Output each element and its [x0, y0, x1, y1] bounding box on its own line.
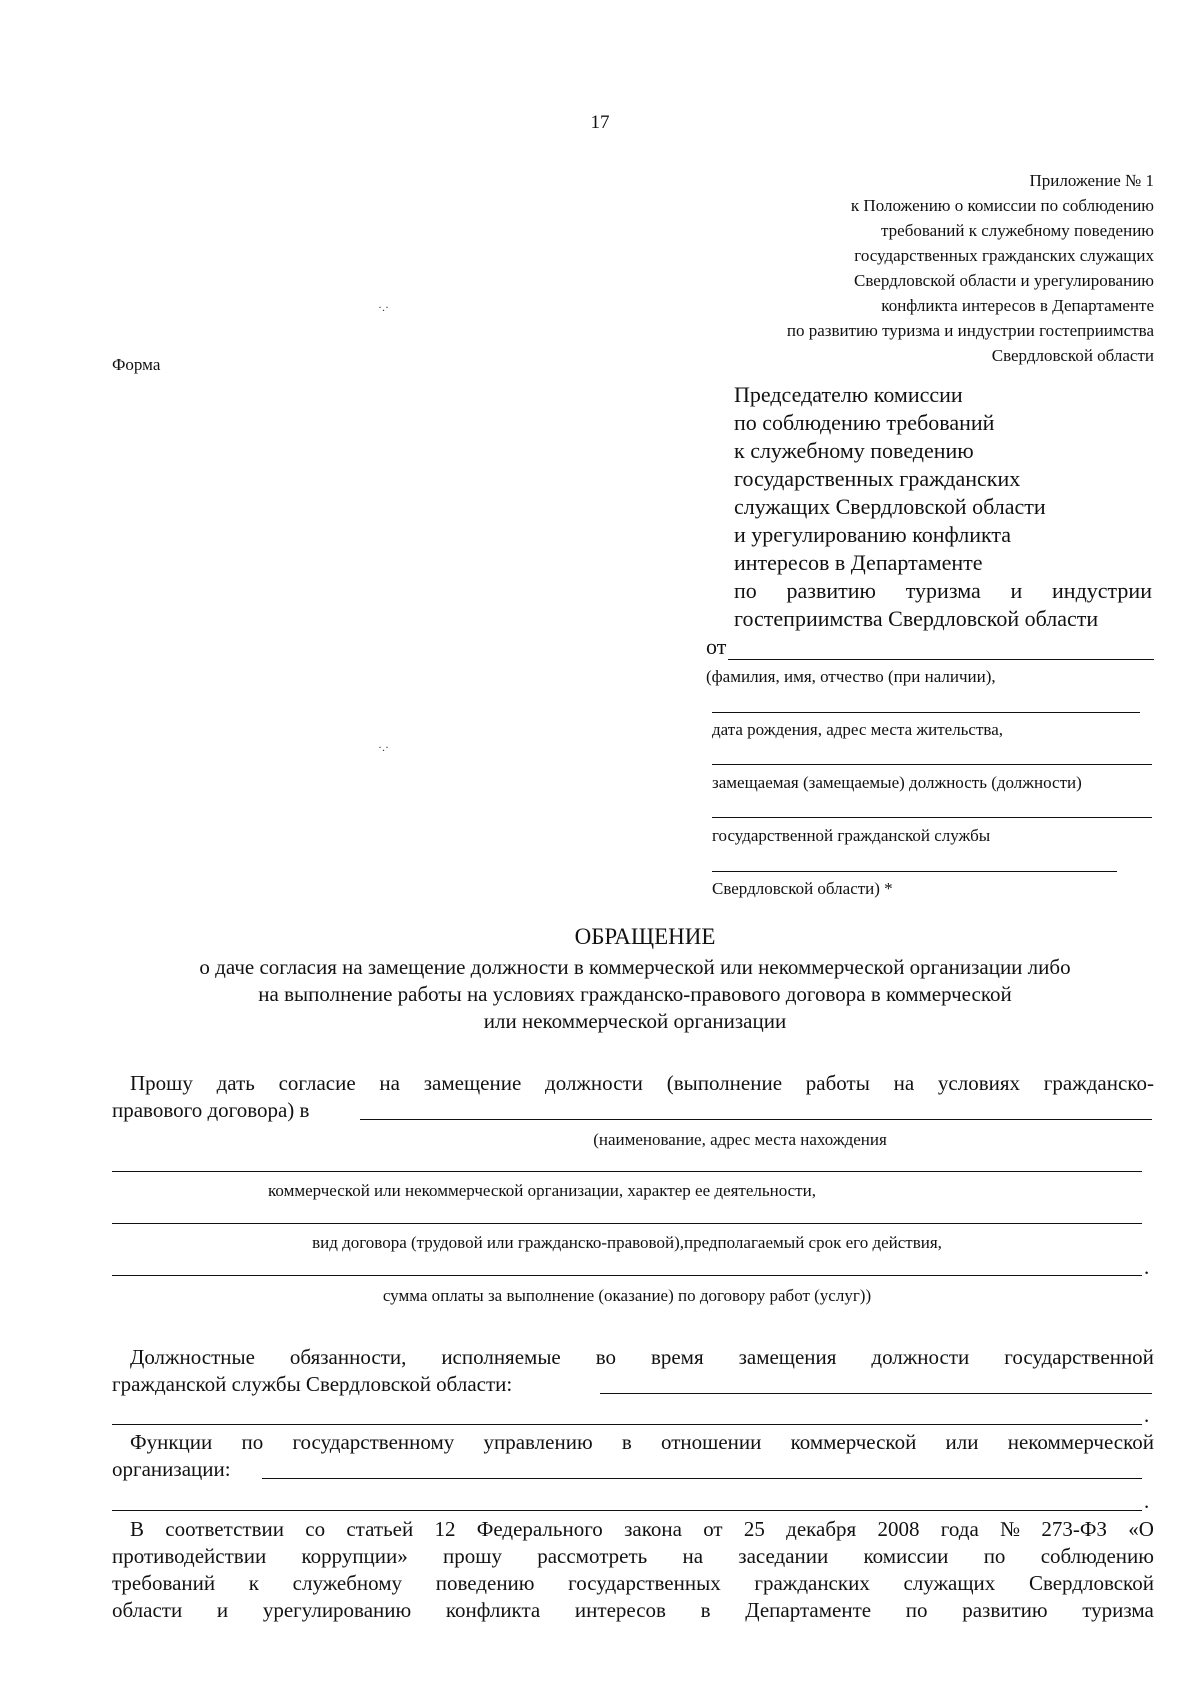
word: Функции — [130, 1430, 213, 1454]
word: туризма — [905, 578, 981, 603]
word: поведению — [435, 1571, 535, 1595]
line-end-dot: . — [1144, 1489, 1150, 1513]
word: на — [379, 1071, 400, 1095]
word: Прошу — [130, 1071, 193, 1095]
document-subtitle — [120, 954, 1150, 1035]
word: коррупции» — [301, 1544, 408, 1568]
word: 25 — [743, 1517, 765, 1541]
word: области — [112, 1598, 183, 1622]
duties-line-2: гражданской службы Свердловской области: — [112, 1372, 513, 1396]
subtitle-line: о даче согласия на замещение должности в коммерческой или некоммерческой организации либо — [199, 955, 1071, 979]
appendix-line: по развитию туризма и индустрии гостеприимства — [786, 321, 1154, 340]
form-label: Форма — [112, 355, 161, 374]
word: Свердловской — [1028, 1571, 1154, 1595]
word: согласие — [278, 1071, 356, 1095]
organization-type-field[interactable] — [112, 1171, 1142, 1172]
word: по — [241, 1430, 264, 1454]
line-end-dot: . — [1144, 1403, 1150, 1427]
word: рассмотреть — [537, 1544, 648, 1568]
word: в — [700, 1598, 711, 1622]
appendix-line: конфликта интересов в Департаменте — [881, 296, 1154, 315]
field-caption: сумма оплаты за выполнение (оказание) по договору работ (услуг)) — [382, 1286, 872, 1305]
word: комиссии — [863, 1544, 949, 1568]
sender-region-field[interactable] — [712, 871, 1117, 872]
word: должности — [545, 1071, 643, 1095]
word: по — [983, 1544, 1006, 1568]
duties-field-continued[interactable] — [112, 1424, 1142, 1425]
final-paragraph-line — [112, 1570, 1154, 1597]
word: № — [1000, 1517, 1021, 1541]
word: Департаменте — [745, 1598, 872, 1622]
sender-hint: замещаемая (замещаемые) должность (должности) — [712, 773, 1082, 792]
word: со — [305, 1517, 326, 1541]
sender-hint: (фамилия, имя, отчество (при наличии), — [706, 667, 996, 686]
appendix-line: Приложение № 1 — [1029, 171, 1154, 190]
word: 273-ФЗ — [1041, 1517, 1107, 1541]
word: во — [595, 1345, 616, 1369]
word: гражданско- — [1043, 1071, 1154, 1095]
word: замещение — [423, 1071, 522, 1095]
addressee-line: по соблюдению требований — [734, 410, 995, 435]
duties-line-1 — [130, 1344, 1154, 1371]
sender-hint: государственной гражданской службы — [712, 826, 991, 845]
word: урегулированию — [262, 1598, 412, 1622]
word: на — [893, 1071, 915, 1095]
scan-speck: ·.· — [378, 740, 389, 754]
word: противодействии — [112, 1544, 267, 1568]
word: и — [216, 1598, 229, 1622]
word: туризма — [1082, 1598, 1154, 1622]
subtitle-line: на выполнение работы на условиях гражданско-правового договора в коммерческой — [258, 982, 1012, 1006]
appendix-line: Свердловской области и урегулированию — [854, 271, 1154, 290]
request-line-2: правового договора) в — [112, 1098, 310, 1122]
functions-field[interactable] — [262, 1478, 1142, 1479]
word: государственному — [292, 1430, 455, 1454]
word: служебному — [292, 1571, 403, 1595]
word: государственных — [568, 1571, 721, 1595]
functions-field-continued[interactable] — [112, 1510, 1142, 1511]
word: Должностные — [130, 1345, 255, 1369]
addressee-line: гостеприимства Свердловской области — [734, 606, 1099, 631]
addressee-block — [734, 381, 1154, 633]
addressee-justified-line — [734, 577, 1152, 605]
word: исполняемые — [441, 1345, 561, 1369]
word: должности — [871, 1345, 970, 1369]
word: соответствии — [165, 1517, 284, 1541]
word: в — [621, 1430, 632, 1454]
sender-hint: Свердловской области) * — [712, 879, 893, 898]
word: «О — [1128, 1517, 1154, 1541]
word: 12 — [434, 1517, 456, 1541]
sender-service-field[interactable] — [712, 817, 1152, 818]
word: статьей — [346, 1517, 414, 1541]
addressee-line: интересов в Департаменте — [734, 550, 983, 575]
from-label: от — [706, 634, 727, 659]
word: дать — [216, 1071, 255, 1095]
word: по — [734, 578, 757, 603]
word: соблюдению — [1040, 1544, 1154, 1568]
word: (выполнение — [666, 1071, 783, 1095]
addressee-line: к служебному поведению — [734, 438, 974, 463]
field-caption: (наименование, адрес места нахождения — [593, 1130, 887, 1149]
word: интересов — [574, 1598, 666, 1622]
addressee-line: государственных гражданских — [734, 466, 1021, 491]
line-end-dot: . — [1144, 1255, 1150, 1279]
word: от — [703, 1517, 723, 1541]
subtitle-line: или некоммерческой организации — [483, 1009, 787, 1033]
field-caption: вид договора (трудовой или гражданско-правовой),предполагаемый срок его действия, — [312, 1233, 942, 1252]
appendix-line: к Положению о комиссии по соблюдению — [850, 196, 1154, 215]
appendix-header — [594, 168, 1154, 368]
word: года — [940, 1517, 979, 1541]
word: служащих — [903, 1571, 996, 1595]
appendix-line: Свердловской области — [991, 346, 1154, 365]
word: 2008 — [877, 1517, 920, 1541]
word: замещения — [738, 1345, 837, 1369]
word: по — [905, 1598, 928, 1622]
page-number: 17 — [590, 112, 610, 133]
sender-position-field[interactable] — [712, 764, 1152, 765]
word: прошу — [443, 1544, 502, 1568]
word: В — [130, 1517, 145, 1541]
addressee-line: служащих Свердловской области — [734, 494, 1046, 519]
functions-line-1 — [130, 1429, 1154, 1456]
word: Федерального — [476, 1517, 603, 1541]
word: и — [1010, 578, 1023, 603]
final-paragraph-line — [112, 1543, 1154, 1570]
request-line-1 — [130, 1070, 1154, 1097]
field-caption: коммерческой или некоммерческой организации, характер ее деятельности, — [268, 1181, 816, 1200]
word: конфликта — [445, 1598, 541, 1622]
duties-field[interactable] — [600, 1393, 1152, 1394]
word: развитию — [786, 578, 876, 603]
word: на — [682, 1544, 704, 1568]
word: государственной — [1004, 1345, 1154, 1369]
word: индустрии — [1052, 578, 1152, 603]
sender-name-field[interactable] — [728, 639, 1154, 660]
word: условиях — [937, 1071, 1021, 1095]
word: к — [248, 1571, 259, 1595]
word: требований — [112, 1571, 216, 1595]
appendix-line: государственных гражданских служащих — [854, 246, 1154, 265]
word: управлению — [483, 1430, 593, 1454]
sender-birth-address-field[interactable] — [712, 712, 1140, 713]
word: декабря — [786, 1517, 857, 1541]
word: некоммерческой — [1007, 1430, 1154, 1454]
word: закона — [624, 1517, 682, 1541]
document-title: ОБРАЩЕНИЕ — [574, 924, 716, 949]
from-row — [706, 634, 1154, 660]
word: работы — [805, 1071, 870, 1095]
word: коммерческой — [790, 1430, 917, 1454]
addressee-line: и урегулированию конфликта — [734, 522, 1012, 547]
final-paragraph-line — [130, 1516, 1154, 1543]
word: развитию — [962, 1598, 1048, 1622]
payment-amount-field[interactable] — [112, 1275, 1142, 1276]
appendix-line: требований к служебному поведению — [881, 221, 1154, 240]
word: заседании — [738, 1544, 829, 1568]
final-paragraph-line — [112, 1597, 1154, 1624]
organization-name-field[interactable] — [360, 1119, 1152, 1120]
word: гражданских — [754, 1571, 870, 1595]
functions-line-2: организации: — [112, 1457, 231, 1481]
word: обязанности, — [289, 1345, 407, 1369]
word: отношении — [661, 1430, 762, 1454]
word: время — [650, 1345, 704, 1369]
contract-type-field[interactable] — [112, 1223, 1142, 1224]
scan-speck: ·.· — [378, 300, 389, 314]
word: или — [945, 1430, 979, 1454]
addressee-line: Председателю комиссии — [734, 382, 963, 407]
sender-hint: дата рождения, адрес места жительства, — [712, 720, 1004, 739]
